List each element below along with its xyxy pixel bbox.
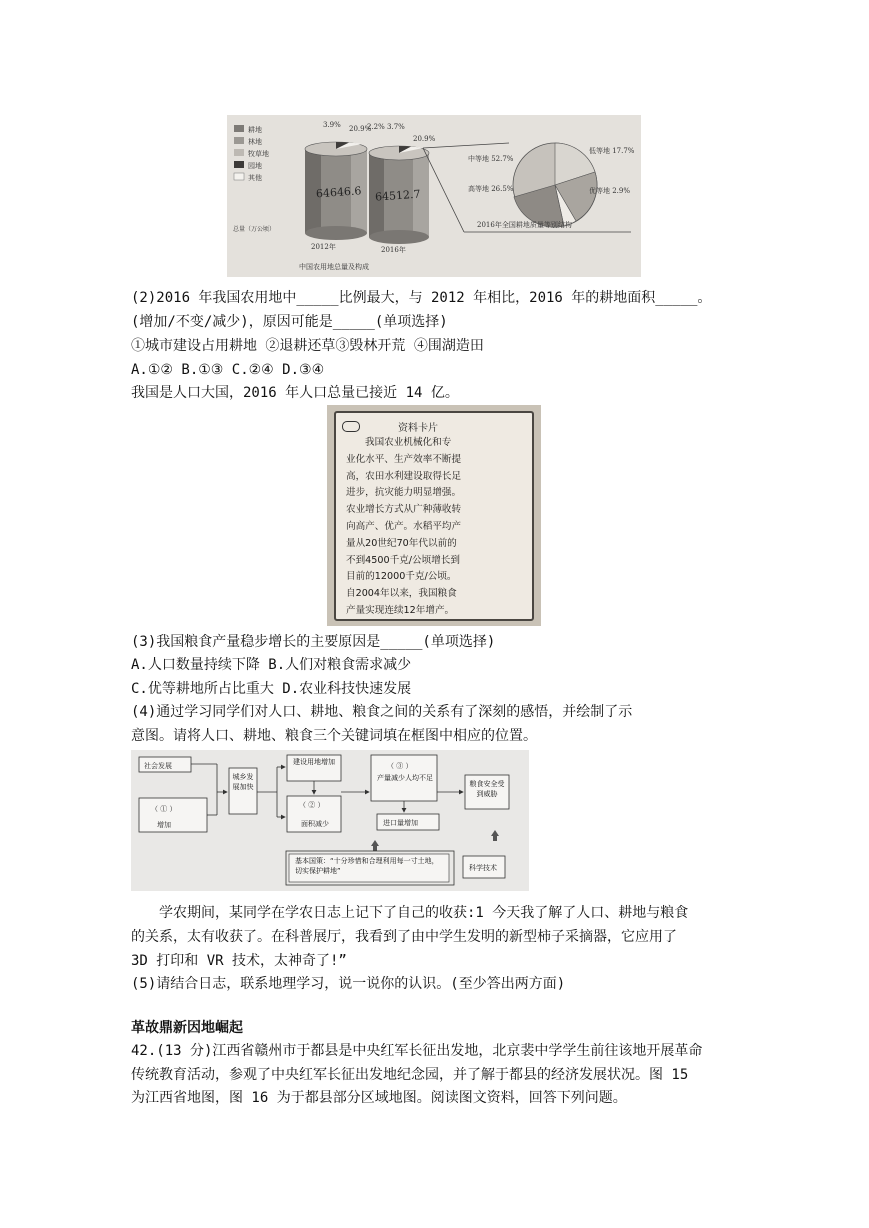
flow-security: 粮食安全受到威胁 — [469, 780, 505, 798]
card-text — [346, 435, 526, 620]
year-2012-label: 2012年 — [311, 243, 336, 251]
q2-options-line: ①城市建设占用耕地 ②退耕还草③毁林开荒 ④围湖造田 — [131, 338, 484, 354]
card-line: 产量实现连续12年增产。 — [346, 604, 455, 616]
section-title: 革故鼎新因地崛起 — [131, 1020, 243, 1036]
pct-2016-right: 20.9% — [413, 135, 436, 143]
legend-swatch-grassland — [234, 149, 244, 156]
legend-label-4: 其他 — [248, 174, 262, 182]
q3-line3: C.优等耕地所占比重大 D.农业科技快速发展 — [131, 681, 412, 697]
q42-line1: 42.(13 分)江西省赣州市于都县是中央红军长征出发地，北京裴中学学生前往该地开展革命 — [131, 1043, 703, 1059]
q3-line1: (3)我国粮食产量稳步增长的主要原因是_____(单项选择) — [131, 634, 496, 650]
card-line: 不到4500千克/公顷增长到 — [346, 554, 460, 566]
q42-line3: 为江西省地图，图 16 为于都县部分区域地图。阅读图文资料，回答下列问题。 — [131, 1090, 627, 1106]
card-line: 高，农田水利建设取得长足 — [346, 470, 462, 482]
flow-tech: 科学技术 — [469, 864, 497, 872]
hand-icon — [371, 840, 379, 851]
flow-policy: 基本国策：“十分珍惜和合理利用每一寸土地，切实保护耕地” — [295, 857, 439, 875]
value-2012: 64646.6 — [315, 184, 362, 201]
flow-diagram — [131, 750, 529, 891]
card-line: 农业增长方式从广种薄收转 — [346, 504, 462, 516]
q2-line2: (增加/不变/减少)，原因可能是_____(单项选择) — [131, 314, 448, 330]
pie-label-low: 低等地 17.7% — [589, 147, 635, 155]
legend-label-0: 耕地 — [248, 126, 262, 134]
q4-line2: 意图。请将人口、耕地、粮食三个关键词填在框图中相应的位置。 — [131, 728, 537, 744]
flow-area-decrease: 面积减少 — [301, 820, 329, 828]
land-use-chart — [227, 115, 641, 277]
legend-swatch-cropland — [234, 125, 244, 132]
diary-line3: 3D 打印和 VR 技术，太神奇了!” — [131, 953, 347, 969]
land-use-figure — [227, 115, 641, 277]
legend-label-2: 牧草地 — [248, 150, 269, 158]
q2-choices-line: A.①② B.①③ C.②④ D.③④ — [131, 362, 325, 378]
value-2016: 64512.7 — [374, 187, 421, 204]
box-blank-1 — [139, 798, 207, 832]
flow-urban: 城乡发展加快 — [232, 773, 254, 791]
flow-output-decrease: 产量减少人均不足 — [377, 774, 433, 782]
population-line: 我国是人口大国，2016 年人口总量已接近 14 亿。 — [131, 385, 459, 401]
flow-blank3: （ ③ ） — [387, 762, 413, 770]
resource-card-figure — [327, 405, 541, 626]
legend-swatch-other — [234, 173, 244, 180]
pie-label-high: 高等地 26.5% — [468, 185, 514, 193]
y-axis-label: 总量（万公顷） — [233, 226, 276, 233]
flow-social: 社会发展 — [144, 762, 172, 770]
pie-label-medium: 中等地 52.7% — [468, 155, 514, 163]
q4-line1: (4)通过学习同学们对人口、耕地、粮食之间的关系有了深刻的感悟，并绘制了示 — [131, 704, 633, 720]
card-line: 目前的12000千克/公顷。 — [346, 571, 457, 583]
card-line: 自2004年以来，我国粮食 — [346, 588, 457, 600]
card-line: 进步，抗灾能力明显增强。 — [346, 487, 462, 499]
legend-swatch-forest — [234, 137, 244, 144]
flow-import: 进口量增加 — [383, 819, 418, 827]
figure-caption: 中国农用地总量及构成 — [299, 263, 369, 271]
pct-2016-top: 2.2% 3.7% — [367, 123, 405, 131]
hand-icon-2 — [491, 830, 499, 841]
diary-line1: 学农期间，某同学在学农日志上记下了自己的收获:1 今天我了解了人口、耕地与粮食 — [159, 905, 689, 921]
card-title: 资料卡片 — [398, 423, 438, 434]
flow-construction: 建设用地增加 — [293, 758, 335, 766]
pie-label-excellent: 优等地 2.9% — [589, 187, 631, 195]
diary-line2: 的关系，太有收获了。在科普展厅，我看到了由中学生发明的新型柿子采摘器，它应用了 — [131, 929, 677, 945]
legend-swatch-orchard — [234, 161, 244, 168]
flow-increase: 增加 — [157, 821, 171, 829]
lightbulb-icon — [342, 421, 360, 432]
pie-caption: 2016年全国耕地质量等别结构 — [477, 221, 572, 229]
pct-2012-right: 20.9% — [349, 125, 372, 133]
quality-pie — [513, 143, 597, 227]
card-line: 业化水平、生产效率不断提 — [346, 453, 462, 465]
pct-2012-top: 3.9% — [323, 121, 341, 129]
q42-line2: 传统教育活动，参观了中央红军长征出发地纪念园，并了解于都县的经济发展状况。图 15 — [131, 1067, 689, 1083]
flow-blank1: （ ① ） — [151, 805, 177, 813]
card-line: 量从20世纪70年代以前的 — [346, 537, 457, 549]
q5-line: (5)请结合日志，联系地理学习，说一说你的认识。(至少答出两方面) — [131, 976, 566, 992]
legend-label-3: 园地 — [248, 162, 262, 170]
q3-line2: A.人口数量持续下降 B.人们对粮食需求减少 — [131, 657, 412, 673]
q2-line1: (2)2016 年我国农用地中_____比例最大，与 2012 年相比，2016 年的耕地面积_____。 — [131, 290, 712, 306]
year-2016-label: 2016年 — [381, 246, 406, 254]
card-line: 向高产、优产。水稻平均产 — [346, 520, 462, 532]
legend-label-1: 林地 — [248, 138, 262, 146]
card-line: 我国农业机械化和专 — [365, 437, 452, 448]
flow-blank2: （ ② ） — [299, 801, 325, 809]
